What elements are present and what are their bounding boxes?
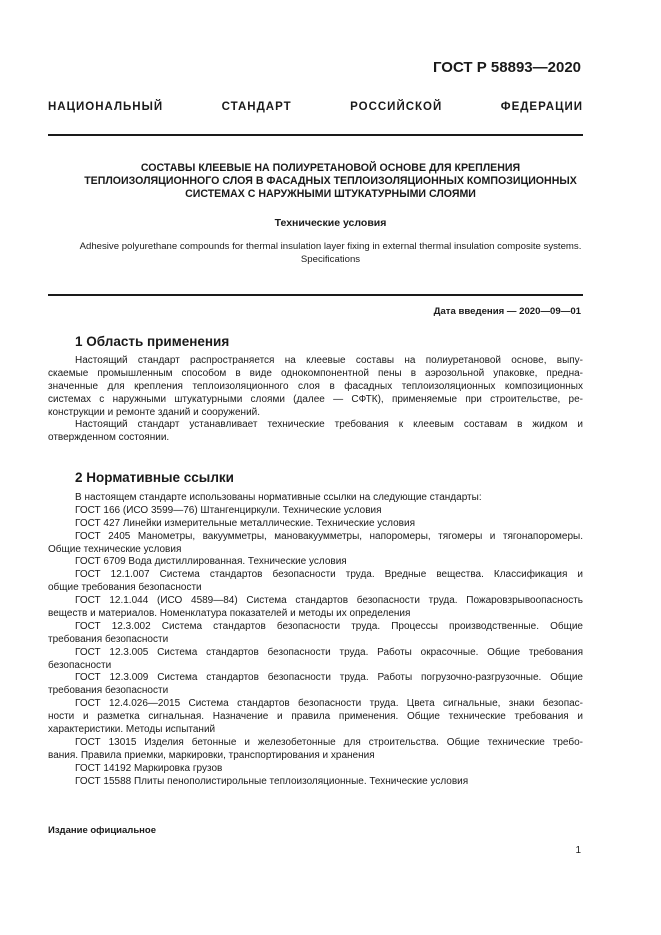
introduction-date: Дата введения — 2020—09—01 bbox=[433, 306, 581, 317]
reference-line: требования безопасности bbox=[48, 633, 169, 645]
reference-line: ГОСТ 12.1.044 (ИСО 4589—84) Система стандартов безопасности труда. Пожаровзрывоопасность bbox=[75, 595, 583, 607]
english-title-line: Adhesive polyurethane compounds for thermal insulation layer fixing in external thermal insulation composite systems. bbox=[79, 241, 582, 252]
paragraph-line: отвержденном состоянии. bbox=[48, 432, 170, 444]
section-2-body bbox=[48, 492, 583, 788]
reference-line: общие требования безопасности bbox=[48, 582, 202, 594]
reference-line: ГОСТ 12.4.026—2015 Система стандартов безопасности труда. Цвета сигнальные, знаки безопас- bbox=[75, 698, 583, 710]
paragraph-line: системах с наружными штукатурными слоями (далее — СФТК), применяемые при строительстве, ре- bbox=[48, 393, 583, 405]
official-edition-label: Издание официальное bbox=[48, 825, 156, 836]
reference-line: безопасности bbox=[48, 659, 112, 671]
reference-line: ГОСТ 12.3.009 Система стандартов безопасности труда. Работы погрузочно-разгрузочные. Общие bbox=[75, 672, 583, 684]
standard-code: ГОСТ Р 58893—2020 bbox=[432, 59, 581, 76]
reference-line: ГОСТ 15588 Плиты пенополистирольные теплоизоляционные. Технические условия bbox=[75, 775, 469, 787]
title-line: ТЕПЛОИЗОЛЯЦИОННОГО СЛОЯ В ФАСАДНЫХ ТЕПЛОИЗОЛЯЦИОННЫХ КОМПОЗИЦИОННЫХ bbox=[84, 175, 577, 187]
reference-line: ности и разметка сигнальная. Назначение и правила применения. Общие технические требования и bbox=[48, 711, 583, 723]
paragraph-line: Настоящий стандарт устанавливает технические требования к клеевым составам в жидком и bbox=[75, 419, 583, 431]
paragraph-line: Настоящий стандарт распространяется на клеевые составы на полиуретановой основе, выпу- bbox=[75, 355, 583, 366]
reference-line: ГОСТ 13015 Изделия бетонные и железобетонные для строительства. Общие технические требо- bbox=[75, 736, 583, 748]
english-title bbox=[48, 240, 613, 266]
document-title bbox=[48, 162, 613, 201]
reference-line: вания. Правила приемки, маркировки, транспортирования и хранения bbox=[48, 749, 375, 761]
section-2-heading: 2 Нормативные ссылки bbox=[75, 470, 234, 485]
reference-line: ГОСТ 2405 Манометры, вакуумметры, мановакуумметры, напоромеры, тягомеры и тягонапоромеры. bbox=[75, 530, 583, 542]
paragraph-line: конструкции и ремонте зданий и сооружений. bbox=[48, 406, 261, 418]
reference-line: ГОСТ 166 (ИСО 3599—76) Штангенциркули. Технические условия bbox=[75, 504, 382, 516]
reference-line: ГОСТ 12.3.002 Система стандартов безопасности труда. Процессы производственные. Общие bbox=[75, 620, 583, 632]
title-line: СОСТАВЫ КЛЕЕВЫЕ НА ПОЛИУРЕТАНОВОЙ ОСНОВЕ ДЛЯ КРЕПЛЕНИЯ bbox=[140, 162, 521, 174]
reference-line: В настоящем стандарте использованы нормативные ссылки на следующие стандарты: bbox=[75, 492, 482, 503]
title-divider bbox=[48, 294, 583, 296]
reference-line: веществ и материалов. Номенклатура показателей и методы их определения bbox=[48, 608, 411, 620]
paragraph-line: скаемые промышленным способом в виде однокомпонентной пены в аэрозольной упаковке, предна- bbox=[48, 367, 583, 379]
paragraph-line: значенные для крепления теплоизоляционного слоя в фасадных теплоизоляционных композиционных bbox=[48, 380, 583, 392]
top-divider bbox=[48, 134, 583, 136]
section-1-body bbox=[48, 355, 583, 445]
reference-line: Общие технические условия bbox=[48, 543, 182, 555]
reference-line: ГОСТ 12.1.007 Система стандартов безопасности труда. Вредные вещества. Классификация и bbox=[75, 569, 583, 581]
english-title-line: Specifications bbox=[300, 254, 361, 265]
reference-line: ГОСТ 6709 Вода дистиллированная. Технические условия bbox=[75, 556, 347, 568]
reference-line: ГОСТ 427 Линейки измерительные металлические. Технические условия bbox=[75, 517, 415, 529]
page-number: 1 bbox=[575, 845, 581, 856]
reference-line: характеристики. Методы испытаний bbox=[48, 724, 216, 736]
title-line: СИСТЕМАХ С НАРУЖНЫМИ ШТУКАТУРНЫМИ СЛОЯМИ bbox=[185, 188, 476, 200]
reference-line: требования безопасности bbox=[48, 685, 169, 697]
section-1-heading: 1 Область применения bbox=[75, 334, 230, 349]
document-subtitle: Технические условия bbox=[274, 217, 387, 229]
national-standard-heading: НАЦИОНАЛЬНЫЙ СТАНДАРТ РОССИЙСКОЙ ФЕДЕРАЦИИ bbox=[48, 101, 583, 113]
reference-line: ГОСТ 14192 Маркировка грузов bbox=[75, 762, 223, 774]
reference-line: ГОСТ 12.3.005 Система стандартов безопасности труда. Работы окрасочные. Общие требования bbox=[75, 646, 583, 658]
